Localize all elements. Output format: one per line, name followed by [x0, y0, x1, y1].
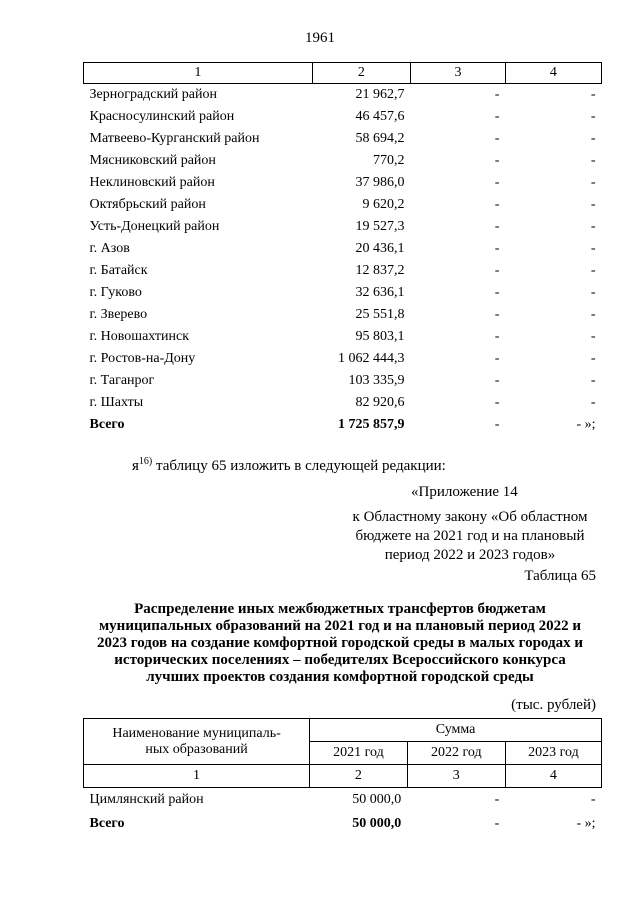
table-row	[84, 172, 602, 194]
col-number-2: 2	[310, 765, 408, 788]
bottom-total-col-3: -	[494, 816, 500, 831]
row-name: г. Азов	[89, 241, 130, 256]
row-col-3: -	[494, 241, 500, 256]
row-col-4: -	[590, 373, 596, 388]
top-table	[83, 62, 602, 436]
row-col-3: -	[494, 109, 500, 124]
bottom-table	[83, 718, 602, 836]
row-col-3: -	[494, 87, 500, 102]
row-col-3: -	[494, 131, 500, 146]
table-row	[84, 106, 602, 128]
heading-line: муниципальных образований на 2021 год и на плановый период 2022 и	[98, 618, 582, 634]
row-col-3: -	[494, 285, 500, 300]
table-row	[84, 128, 602, 150]
para-prefix: я	[132, 458, 139, 474]
header-col-3: 3	[411, 63, 506, 84]
heading-line: лучших проектов создания комфортной городской среды	[146, 669, 534, 685]
row-name: г. Зверево	[89, 307, 148, 322]
row-col-4: -	[590, 109, 596, 124]
bottom-total-row	[84, 812, 602, 836]
heading-line: Распределение иных межбюджетных трансфертов бюджетам	[134, 601, 546, 617]
row-amount: 20 436,1	[355, 241, 405, 256]
row-col-3: -	[494, 329, 500, 344]
row-col-3: -	[494, 153, 500, 168]
row-name: Усть-Донецкий район	[89, 219, 220, 234]
row-amount: 50 000,0	[352, 792, 402, 807]
top-table-total-row	[84, 414, 602, 436]
table-row	[84, 84, 602, 107]
row-amount: 1 062 444,3	[338, 351, 405, 366]
year-2022-header: 2022 год	[407, 742, 505, 765]
row-name: Матвеево-Курганский район	[89, 131, 260, 146]
row-col-3: -	[494, 395, 500, 410]
table-row	[84, 216, 602, 238]
row-name: Октябрьский район	[89, 197, 206, 212]
table-label: Таблица 65	[524, 568, 596, 584]
appendix-subtitle-line: к Областному закону «Об областном	[352, 509, 588, 525]
row-amount: 25 551,8	[355, 307, 405, 322]
table-row	[84, 326, 602, 348]
table-row	[84, 238, 602, 260]
row-amount: 32 636,1	[355, 285, 405, 300]
row-amount: 21 962,7	[355, 87, 405, 102]
bottom-header-row-1	[84, 719, 602, 742]
appendix-subtitle-line: период 2022 и 2023 годов»	[384, 547, 556, 563]
top-table-header	[84, 63, 602, 84]
total-col-3: -	[494, 417, 500, 432]
header-col-2: 2	[312, 63, 410, 84]
row-col-3: -	[494, 792, 500, 807]
row-amount: 9 620,2	[362, 197, 405, 212]
name-header-line: ных образований	[145, 741, 248, 757]
row-amount: 770,2	[373, 153, 405, 168]
row-col-4: -	[590, 263, 596, 278]
row-col-4: -	[590, 175, 596, 190]
row-col-3: -	[494, 197, 500, 212]
total-col-4-value: -	[576, 417, 582, 432]
page-number: 1961	[305, 30, 335, 46]
row-col-4: -	[590, 792, 596, 807]
header-col-4: 4	[505, 63, 601, 84]
row-col-4: -	[590, 285, 596, 300]
name-header-line: Наименование муниципаль-	[112, 725, 281, 741]
appendix-subtitle	[335, 508, 605, 565]
row-name: г. Шахты	[89, 395, 144, 410]
row-col-4: -	[590, 241, 596, 256]
table-heading	[80, 601, 600, 686]
heading-line: исторических поселениях – победителях Всероссийского конкурса	[114, 652, 566, 668]
table-row	[84, 260, 602, 282]
year-2023-header: 2023 год	[505, 742, 601, 765]
col-number-1: 1	[84, 765, 310, 788]
sum-header: Сумма	[310, 719, 602, 742]
total-trail: »;	[581, 417, 596, 432]
table-row	[84, 194, 602, 216]
year-2021-header: 2021 год	[310, 742, 408, 765]
units-label: (тыс. рублей)	[511, 697, 596, 713]
top-table-body	[84, 84, 602, 415]
row-amount: 58 694,2	[355, 131, 405, 146]
name-column-header	[84, 719, 310, 765]
total-amount: 1 725 857,9	[338, 417, 405, 432]
para-text: таблицу 65 изложить в следующей редакции:	[152, 458, 446, 474]
table-row	[84, 150, 602, 172]
row-col-4: -	[590, 131, 596, 146]
bottom-total-amount: 50 000,0	[352, 816, 402, 831]
row-col-4: -	[590, 351, 596, 366]
appendix-title: «Приложение 14	[411, 484, 518, 500]
table-row	[84, 304, 602, 326]
row-name: Красносулинский район	[89, 109, 235, 124]
header-col-1: 1	[84, 63, 313, 84]
row-col-3: -	[494, 373, 500, 388]
row-name: г. Ростов-на-Дону	[89, 351, 196, 366]
table-row	[84, 282, 602, 304]
row-amount: 95 803,1	[355, 329, 405, 344]
para-footnote: 16)	[138, 456, 153, 467]
row-name: Цимлянский район	[89, 792, 204, 807]
heading-line: 2023 годов на создание комфортной городской среды в малых городах и	[97, 635, 583, 651]
row-col-4: -	[590, 197, 596, 212]
row-amount: 37 986,0	[355, 175, 405, 190]
table-row	[84, 788, 602, 813]
row-name: г. Гуково	[89, 285, 142, 300]
row-col-3: -	[494, 351, 500, 366]
row-col-3: -	[494, 307, 500, 322]
table-row	[84, 348, 602, 370]
total-label: Всего	[89, 417, 125, 432]
bottom-total-col-4-value: -	[576, 816, 582, 831]
appendix-subtitle-line: бюджете на 2021 год и на плановый	[355, 528, 585, 544]
row-amount: 19 527,3	[355, 219, 405, 234]
table-row	[84, 370, 602, 392]
row-amount: 46 457,6	[355, 109, 405, 124]
row-col-4: -	[590, 219, 596, 234]
row-name: Зерноградский район	[89, 87, 217, 102]
bottom-total-col-4	[505, 812, 601, 836]
row-amount: 82 920,6	[355, 395, 405, 410]
table-row	[84, 392, 602, 414]
row-amount: 103 335,9	[348, 373, 405, 388]
col-number-3: 3	[407, 765, 505, 788]
row-col-3: -	[494, 263, 500, 278]
row-name: Мясниковский район	[89, 153, 216, 168]
row-col-4: -	[590, 153, 596, 168]
amendment-paragraph	[132, 456, 446, 475]
row-col-4: -	[590, 395, 596, 410]
row-name: Неклиновский район	[89, 175, 215, 190]
bottom-total-trail: »;	[581, 816, 596, 831]
total-col-4	[505, 414, 601, 436]
row-name: г. Новошахтинск	[89, 329, 190, 344]
bottom-total-label: Всего	[89, 816, 125, 831]
row-col-3: -	[494, 175, 500, 190]
row-col-4: -	[590, 87, 596, 102]
row-amount: 12 837,2	[355, 263, 405, 278]
row-name: г. Таганрог	[89, 373, 155, 388]
bottom-header-row-3	[84, 765, 602, 788]
row-name: г. Батайск	[89, 263, 148, 278]
row-col-3: -	[494, 219, 500, 234]
col-number-4: 4	[505, 765, 601, 788]
row-col-4: -	[590, 329, 596, 344]
row-col-4: -	[590, 307, 596, 322]
